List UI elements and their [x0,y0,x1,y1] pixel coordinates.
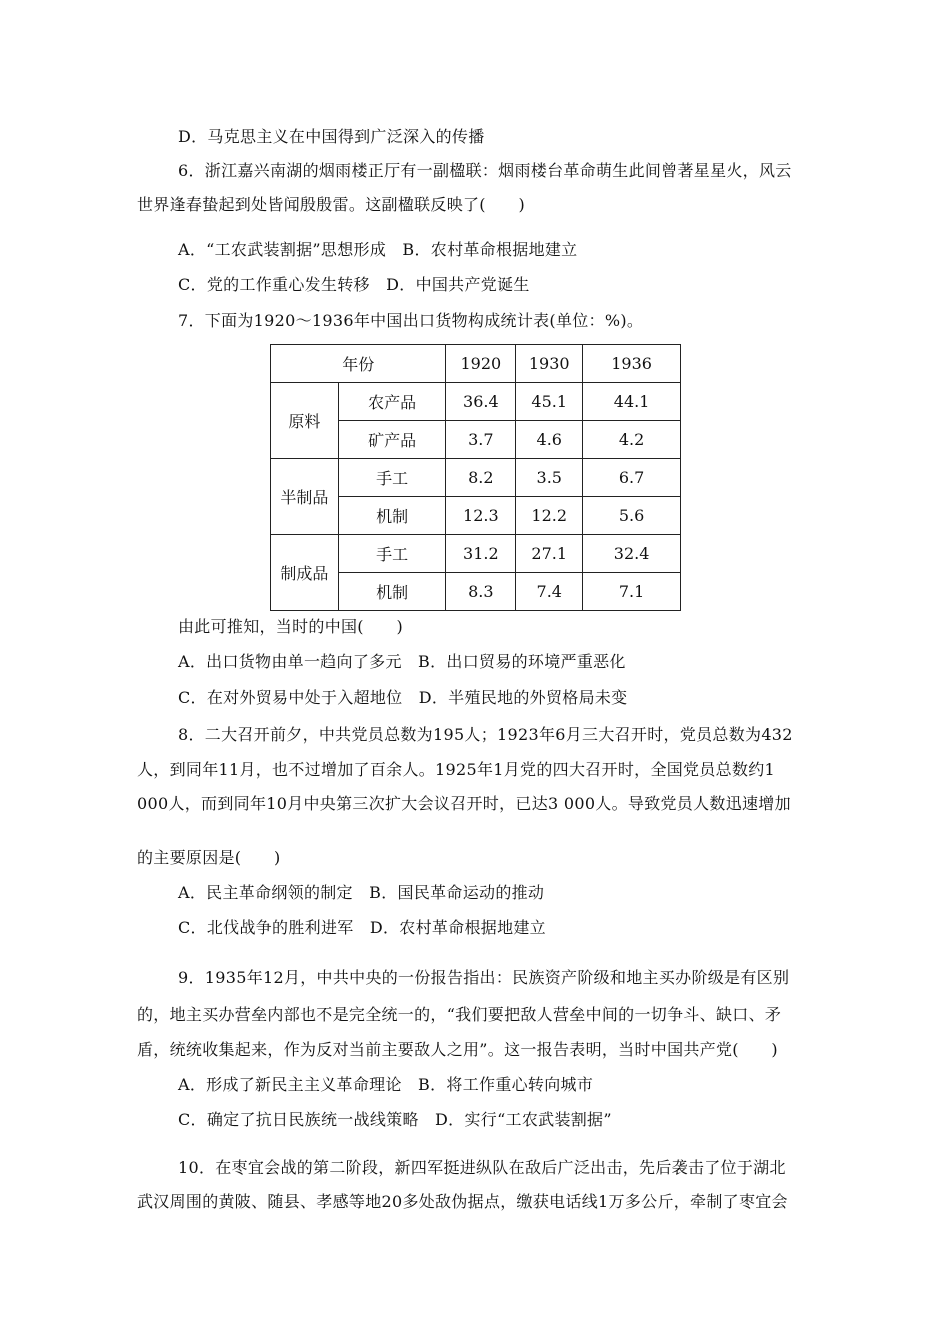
q7-options-cd: C．在对外贸易中处于入超地位 D．半殖民地的外贸格局未变 [178,688,628,707]
cell: 32.4 [583,535,681,573]
q6-stem-line2: 世界逢春蛰起到处皆闻殷殷雷。这副楹联反映了( ) [137,195,525,214]
cell: 45.1 [516,383,583,421]
cell: 8.3 [446,573,516,611]
cell: 4.6 [516,421,583,459]
group-semi-finished: 半制品 [271,459,339,535]
cell: 4.2 [583,421,681,459]
cell: 7.1 [583,573,681,611]
cell: 27.1 [516,535,583,573]
header-year-1936: 1936 [583,345,681,383]
q7-stem-line2: 由此可推知，当时的中国( ) [178,617,403,636]
q7-options-ab: A．出口货物由单一趋向了多元 B．出口贸易的环境严重恶化 [178,652,626,671]
q8-stem-line1: 8．二大召开前夕，中共党员总数为195人；1923年6月三大召开时，党员总数为432 [178,725,793,744]
q8-options-ab: A．民主革命纲领的制定 B．国民革命运动的推动 [178,883,545,902]
q6-options-cd: C．党的工作重心发生转移 D．中国共产党诞生 [178,275,530,294]
row-label: 机制 [338,573,446,611]
row-label: 农产品 [338,383,446,421]
header-year-1920: 1920 [446,345,516,383]
export-composition-table [270,344,681,611]
q7-stem-line1: 7．下面为1920～1936年中国出口货物构成统计表(单位：%)。 [178,311,644,330]
q8-stem-line3: 000人，而到同年10月中央第三次扩大会议召开时，已达3 000人。导致党员人数迅速增加 [137,794,791,813]
q9-stem-line3: 盾，统统收集起来，作为反对当前主要敌人之用”。这一报告表明，当时中国共产党( ) [137,1040,778,1059]
cell: 44.1 [583,383,681,421]
table-row [271,459,681,497]
cell: 3.5 [516,459,583,497]
q10-stem-line1: 10．在枣宜会战的第二阶段，新四军挺进纵队在敌后广泛出击，先后袭击了位于湖北 [178,1158,786,1177]
q8-options-cd: C．北伐战争的胜利进军 D．农村革命根据地建立 [178,918,546,937]
cell: 6.7 [583,459,681,497]
cell: 3.7 [446,421,516,459]
header-year-label: 年份 [271,345,446,383]
cell: 12.3 [446,497,516,535]
q5-option-d: D．马克思主义在中国得到广泛深入的传播 [178,127,485,146]
q6-stem-line1: 6．浙江嘉兴南湖的烟雨楼正厅有一副楹联：烟雨楼台革命萌生此间曾著星星火，风云 [178,161,792,180]
q6-options-ab: A．“工农武装割据”思想形成 B．农村革命根据地建立 [178,240,578,259]
cell: 36.4 [446,383,516,421]
q8-stem-line4: 的主要原因是( ) [137,848,281,867]
q9-options-ab: A．形成了新民主主义革命理论 B．将工作重心转向城市 [178,1075,594,1094]
cell: 7.4 [516,573,583,611]
row-label: 手工 [338,535,446,573]
q8-stem-line2: 人，到同年11月，也不过增加了百余人。1925年1月党的四大召开时，全国党员总数约1 [137,760,776,779]
header-year-1930: 1930 [516,345,583,383]
cell: 5.6 [583,497,681,535]
q9-stem-line1: 9．1935年12月，中共中央的一份报告指出：民族资产阶级和地主买办阶级是有区别 [178,968,790,987]
row-label: 手工 [338,459,446,497]
cell: 31.2 [446,535,516,573]
cell: 12.2 [516,497,583,535]
table-header-row [271,345,681,383]
table-row [271,383,681,421]
group-raw-materials: 原料 [271,383,339,459]
row-label: 机制 [338,497,446,535]
q10-stem-line2: 武汉周围的黄陂、随县、孝感等地20多处敌伪据点，缴获电话线1万多公斤，牵制了枣宜会 [137,1192,788,1211]
table-row [271,535,681,573]
q9-options-cd: C．确定了抗日民族统一战线策略 D．实行“工农武装割据” [178,1110,612,1129]
cell: 8.2 [446,459,516,497]
group-finished-goods: 制成品 [271,535,339,611]
row-label: 矿产品 [338,421,446,459]
q9-stem-line2: 的，地主买办营垒内部也不是完全统一的，“我们要把敌人营垒中间的一切争斗、缺口、矛 [137,1005,782,1024]
